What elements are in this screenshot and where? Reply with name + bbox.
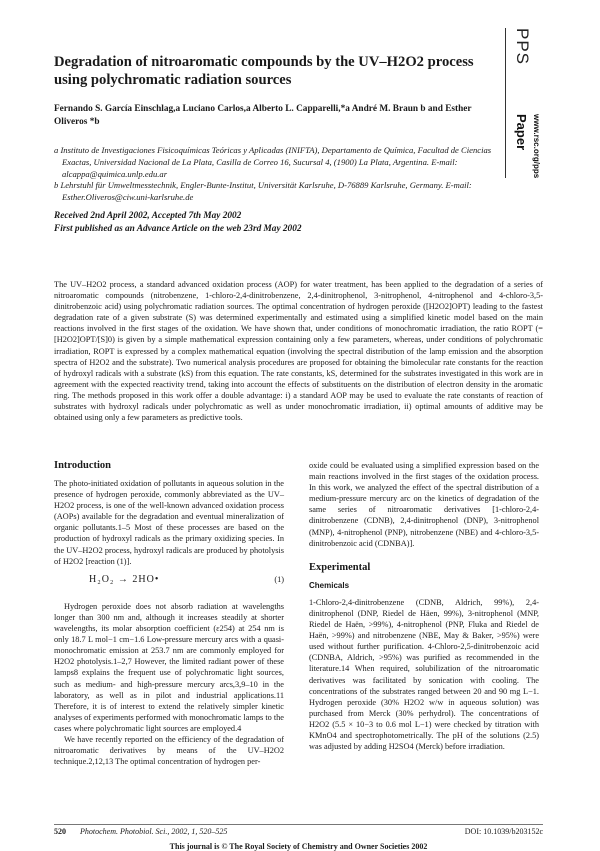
author-list: Fernando S. García Einschlag,a Luciano Carlos,a Alberto L. Capparelli,*a André M. Braun b and Esther Oliveros *b	[54, 104, 472, 127]
abstract: The UV–H2O2 process, a standard advanced oxidation process (AOP) for water treatment, has been applied to the degradation of a series of nitroaromatic compounds (nitrobenzene, 1-chloro-2,4-dinitrobenzene, 2,4-dinitrophenol, 3-nitrophenol, 4-nitrophenol and 4-chloro-3,5-dinitrobenzoic acid) using polychromatic radiation sources. The optimal concentration of hydrogen peroxide ([H2O2]OPT) leading to the fastest degradation rate of a given substrate (S) was determined experimentally and estimated using a simplified kinetic model based on the main reactions involved in the first stages of the oxidation. We have shown that, under conditions of monochromatic irradiation, the ratio ROPT (= [H2O2]OPT/[S]0) is given by a simple mathematical expression containing only a few parameters, whereas, under conditions of polychromatic irradiation, ROPT is expressed by a complex mathematical equation (involving the spectral distribution of the lamp emission and the absorption spectra of H2O2 and the substrate). Two numerical analysis procedures are proposed for obtaining the bimolecular rate constants for the reaction of hydroxyl radicals with a substrate (kS) from this equation. The rate constants, kS, determined for the substrates investigated in this work are in agreement with the expected reactivity trend, taking into account the effects of substituents on the distribution of electron density in the aromatic ring. The methods proposed in this work offer a double advantage: i) a standard AOP may be used to evaluate the rate constants of reaction of substrates with hydroxyl radicals under polychromatic as well as under monochromatic irradiation, ii) optimal amounts of additive may be obtained using only a few parameters as predictive tools.	[54, 280, 543, 423]
section-spacer	[309, 549, 539, 562]
chemicals-paragraph: 1-Chloro-2,4-dinitrobenzene (CDNB, Aldrich, 99%), 2,4-dinitrophenol (DNP, Riedel de Häen, 99%), 3-nitrophenol (MNP, Riedel de Haën, >99%), 4-nitrophenol (PNP, Fluka and Riedel de Haën, >99%) and nitrobenzene (NBE, May & Baker, >95%) were used without further purification. 4-Chloro-2,5-dinitrobenzoic acid (CDNBA, Aldrich, >95%) was purified as recommended in the literature.14 When required, solubilization of the nitroaromatic derivatives was facilitated by sonication with cooling. The concentrations of the substrates ranged between 20 and 90 mg L−1. Hydrogen peroxide (30% H2O2 w/w in aqueous solution) was purchased from Merck (30% perhydrol). The concentrations of H2O2 (5.5 × 10−3 to 0.6 mol L−1) were checked by titration with KMnO4 and spectrophotometrically. The pH of the solutions (2.5) was adjusted by adding H2SO4 (Merck) before irradiation.	[309, 597, 539, 752]
first-published-date: First published as an Advance Article on the web 23rd May 2002	[54, 223, 302, 234]
doi[interactable]: DOI: 10.1039/b203152c	[464, 827, 543, 836]
article-title: Degradation of nitroaromatic compounds by the UV–H2O2 process using polychromatic radiation sources	[54, 54, 474, 88]
intro-paragraph-continued: oxide could be evaluated using a simplified expression based on the main reactions involved in the first stages of the oxidation process. In this work, we analyzed the effect of the spectral distribution of a medium-pressure mercury arc on the kinetics of degradation of the same series of nitroaromatic derivatives [1-chloro-2,4-dinitrobenzene (CDNB), 2,4-dinitrophenol (DNP), 3-nitrophenol (MNP), 4-nitrophenol (PNP), nitrobenzene (NBE) and 4-chloro-3,5-dinitrobenzoic acid (CDNBA)].	[309, 461, 539, 548]
affiliation-a: a Instituto de Investigaciones Fisicoquímicas Teóricas y Aplicadas (INIFTA), Departamento de Química, Facultad de Ciencias Exactas, Universidad Nacional de La Plata, Casilla de Correo 16, Sucursal 4, (1900) La Plata, Argentina. E-mail: alcappa@quimica.unlp.edu.ar	[54, 145, 492, 179]
intro-paragraph-3: We have recently reported on the efficiency of the degradation of nitroaromatic derivatives by means of the UV–H2O2 technique.2,12,13 The optimal concentration of hydrogen per-	[54, 734, 284, 767]
journal-brand: PPS	[513, 28, 532, 66]
intro-paragraph-1: The photo-initiated oxidation of pollutants in aqueous solution in the presence of hydrogen peroxide, commonly abbreviated as the UV–H2O2 process, is one of the well-known advanced oxidation process (AOPs) available for the degradation and eventual mineralization of organic pollutants.1–5 Most of these processes are based on the production of hydroxyl radicals as the primary oxidizing species. In the UV–H2O2 process, hydroxyl radicals are produced by photolysis of H2O2 [reaction (1)].	[54, 479, 284, 566]
right-column	[309, 460, 539, 752]
equation-1	[54, 574, 284, 585]
page-footer	[54, 827, 543, 839]
received-accepted-date: Received 2nd April 2002, Accepted 7th May 2002	[54, 211, 242, 221]
equation-formula: H₂O₂ → 2HO•	[89, 573, 160, 585]
journal-citation: Photochem. Photobiol. Sci., 2002, 1, 520–525	[80, 827, 228, 836]
subsection-heading-chemicals: Chemicals	[309, 580, 350, 590]
journal-side-banner	[505, 28, 560, 178]
copyright-notice: This journal is © The Royal Society of Chemistry and Owner Societies 2002	[169, 842, 428, 851]
affiliations	[54, 145, 494, 204]
equation-number: (1)	[274, 574, 284, 584]
footer-divider	[54, 824, 543, 825]
intro-paragraph-2: Hydrogen peroxide does not absorb radiation at wavelengths longer than 300 nm and, although it increases steadily at shorter wavelengths, its molar absorption coefficient (ε254) at 254 nm is only 18.7 L mol−1 cm−1.6 Low-pressure mercury arcs with a quasi-monochromatic emission at 253.7 nm are commonly employed for H2O2 photolysis.1–2,7 However, the limited radiant power of these lamps8 explains the frequent use of polychromatic light sources, such as medium- and high-pressure mercury arcs,3,9–10 in the laboratory, as well as in pilot and industrial applications.11 Therefore, it is of interest to extend the relatively simpler kinetic analyses of experiments performed with monochromatic lamps to the cases where polychromatic light sources are employed.4	[54, 601, 284, 733]
left-column	[54, 460, 284, 767]
journal-url[interactable]: www.rsc.org/pps	[532, 114, 541, 179]
publication-dates	[54, 210, 494, 235]
section-heading-introduction: Introduction	[54, 460, 111, 471]
article-type-label: Paper	[514, 114, 529, 151]
affiliation-b: b Lehrstuhl für Umweltmesstechnik, Engler-Bunte-Institut, Universität Karlsruhe, D-76889 Karlsruhe, Germany. E-mail: Esther.Oliveros@ciw.uni-karlsruhe.de	[54, 180, 472, 203]
page-number: 520	[54, 827, 66, 836]
section-heading-experimental: Experimental	[309, 561, 371, 573]
